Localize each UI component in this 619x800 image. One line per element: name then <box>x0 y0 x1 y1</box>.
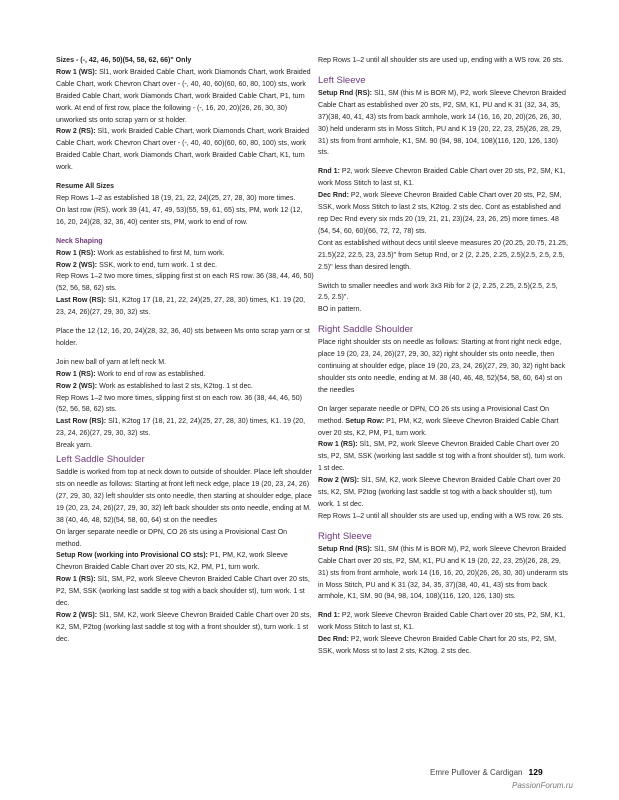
ls-switch: Switch to smaller needles and work 3x3 Rib for 2 (2, 2.25, 2.25, 2.5)(2.5, 2.5, 2.5, 2.5)". <box>318 282 558 302</box>
join-row2: Row 2 (WS): Work as established to last 2 sts, K2tog. 1 st dec. <box>56 382 253 390</box>
page-number: 129 <box>528 767 543 777</box>
neck-last-row: Last Row (RS): Sl1, K2tog 17 (18, 21, 22, 24)(25, 27, 28, 30) times, K1. 19 (20, 23, 24, 26)(27, 29, 30, 32) sts. <box>56 297 306 317</box>
row2-instruction: Row 2 (RS): Sl1, work Braided Cable Chart, work Diamonds Chart, work Braided Cable Chart, work Chevron Chart over - (-, 40, 40, 60)(60, 60, 80, 100) sts, work Braided Cable Chart, work Diamonds Chart, work Braided Cable Chart, K1, turn work. <box>56 128 309 172</box>
left-sleeve-heading: Left Sleeve <box>318 74 366 86</box>
page-footer <box>430 767 543 777</box>
sizes-heading: Sizes - (-, 42, 46, 50)(54, 58, 62, 66)" Only <box>56 57 192 64</box>
join-last-row: Last Row (RS): Sl1, K2tog 17 (18, 21, 22, 24)(25, 27, 28, 30) times, K1. 19 (20, 23, 24, 26)(27, 29, 30, 32) sts. <box>56 418 306 438</box>
rs-dec-rnd: Dec Rnd: P2, work Sleeve Chevron Braided Cable Chart for 20 sts, P2, SM, SSK, work Moss st to last 2 sts, K2tog. 2 sts dec. <box>318 636 557 656</box>
join-yarn: Join new ball of yarn at left neck M. <box>56 358 167 366</box>
join-row1: Row 1 (RS): Work to end of row as established. <box>56 370 206 378</box>
break-yarn: Break yarn. <box>56 442 93 450</box>
rss-row2: Row 2 (WS): Sl1, SM, K2, work Sleeve Chevron Braided Cable Chart over 20 sts, K2, SM, P2tog (working last saddle st tog with a back shoulder st), turn work. 1 st dec. <box>318 477 561 508</box>
right-saddle-shoulder-heading: Right Saddle Shoulder <box>318 324 414 336</box>
rss-row1: Row 1 (RS): Sl1, SM, P2, work Sleeve Chevron Braided Cable Chart over 20 sts, P2, SM, SSK (working last saddle st tog with a front shoulder st), turn work. 1 st dec. <box>318 441 566 473</box>
rss-setup: On larger separate needle or DPN, CO 26 sts using a Provisional Cast On method. Setup Row: P1, PM, K2, work Sleeve Chevron Braided Cable Chart over 20 sts, K2, PM, P1, turn work. <box>318 405 559 437</box>
neck-row2: Row 2 (WS): SSK, work to end, turn work. 1 st dec. <box>56 261 217 269</box>
rs-setup-rnd: Setup Rnd (RS): Sl1, SM (this M is BOR M), P2, work Sleeve Chevron Braided Cable Chart over 20 sts, P2, SM, K1, PU and K 19 (20, 22, 23, 25)(26, 28, 29, 31) sts from front armhole, work 14 (16, 16, 20, 20)(26, 26, 30, 30) underarm sts in Moss Stitch, PU and K 31 (32, 34, 35, 37)(38, 40, 41, 43) sts from back armhole, K1, SM. 90 (94, 98, 104, 108)(116, 120, 126, 130) sts. <box>318 545 568 601</box>
lss-row1: Row 1 (RS): Sl1, SM, P2, work Sleeve Chevron Braided Cable Chart over 20 sts, P2, SM, SSK (working last saddle st tog with a back shoulder st), turn work. 1 st dec. <box>56 576 310 608</box>
lss-setup-row: Setup Row (working into Provisional CO sts): P1, PM, K2, work Sleeve Chevron Braided Cable Chart over 20 sts, K2, PM, P1, turn work. <box>56 552 288 572</box>
right-sleeve-heading: Right Sleeve <box>318 530 372 542</box>
neck-shaping-heading: Neck Shaping <box>56 237 103 245</box>
rep-top: Rep Rows 1–2 until all shoulder sts are used up, ending with a WS row. 26 sts. <box>318 57 564 64</box>
rss-repeat: Rep Rows 1–2 until all shoulder sts are used up, ending with a WS row. 26 sts. <box>318 512 564 520</box>
ls-rnd1: Rnd 1: P2, work Sleeve Chevron Braided Cable Chart over 20 sts, P2, SM, K1, work Moss Stitch to last st, K1. <box>318 168 566 188</box>
resume-text-1: Rep Rows 1–2 as established 18 (19, 21, 22, 24)(25, 27, 28, 30) more times. <box>56 194 296 202</box>
join-repeat: Rep Rows 1–2 two more times, slipping first st on each row. 36 (38, 44, 46, 50)(52, 56, 58, 62) sts. <box>56 394 302 414</box>
place-center-sts: Place the 12 (12, 16, 20, 24)(28, 32, 36, 40) sts between Ms onto scrap yarn or st holder. <box>56 328 310 347</box>
resume-heading: Resume All Sizes <box>56 183 115 191</box>
left-column <box>56 55 314 646</box>
row1-instruction: Row 1 (WS): Sl1, work Braided Cable Chart, work Diamonds Chart, work Braided Cable Chart, work Chevron Chart over - (-, 40, 40, 60)(60, 60, 80, 100) sts, work Braided Cable Chart, work Diamonds Chart, work Braided Cable Chart, P1, turn work. At end of first row, place the following - (-, 16, 20, 20)(26, 26, 30, 30) unworked sts onto scrap yarn or st holder. <box>56 68 311 124</box>
lss-row2: Row 2 (WS): Sl1, SM, K2, work Sleeve Chevron Braided Cable Chart over 20 sts, K2, SM, P2tog (working last saddle st tog with a front shoulder st), turn work. 1 st dec. <box>56 611 312 643</box>
lss-text-2: On larger separate needle or DPN, CO 26 sts using a Provisional Cast On method. <box>56 528 288 548</box>
footer-title: Emre Pullover & Cardigan <box>430 768 523 777</box>
right-column <box>318 55 568 658</box>
ls-cont: Cont as established without decs until sleeve measures 20 (20.25, 20.75, 21.25, 21.5)(22, 22.5, 23, 23.5)" from Setup Rnd, or 2 (2, 2.25, 2.25, 2.5)(2.5, 2.5, 2.5, 2.5)" less than desired length. <box>318 239 568 271</box>
watermark: PassionForum.ru <box>512 781 573 790</box>
ls-bo: BO in pattern. <box>318 306 362 314</box>
resume-text-2: On last row (RS), work 39 (41, 47, 49, 53)(55, 59, 61, 65) sts, PM, work 12 (12, 16, 20, 24)(28, 32, 36, 40) center sts, PM, work to end of row. <box>56 206 303 226</box>
lss-text-1: Saddle is worked from top at neck down to outside of shoulder. Place left shoulder sts on needle as follows: Starting at front left neck edge, place 19 (20, 23, 24, 26)(27, 29, 30, 32) left shoulder sts onto needle, then starting at shoulder edge, place 19 (20, 23, 24, 26)(27, 29, 30, 32) left back shoulder sts onto needle, ending at M. 38 (40, 46, 48, 52)(54, 58, 60, 64) st on the needles <box>56 469 312 524</box>
ls-dec-rnd: Dec Rnd: P2, work Sleeve Chevron Braided Cable Chart over 20 sts, P2, SM, SSK, work Moss Stitch to last 2 sts, K2tog. 2 sts dec. Cont as established and rep Dec Rnd every six rnds 20 (19, 21, 21, 23)(24, 23, 26, 25) more times. 48 (54, 54, 60, 60)(66, 72, 72, 78) sts. <box>318 192 562 235</box>
neck-row1: Row 1 (RS): Work as established to first M, turn work. <box>56 249 225 257</box>
left-saddle-shoulder-heading: Left Saddle Shoulder <box>56 454 145 466</box>
ls-setup-rnd: Setup Rnd (RS): Sl1, SM (this M is BOR M), P2, work Sleeve Chevron Braided Cable Chart as established over 20 sts, P2, SM, K1, PU and K 31 (32, 34, 35, 37)(38, 40, 41, 43) sts from back armhole, work 14 (16, 16, 20, 20)(26, 26, 30, 30) held underarm sts in Moss Stitch, PU and K 19 (20, 22, 23, 25)(26, 28, 29, 31) sts from front armhole, K1, SM. 90 (94, 98, 104, 108)(116, 120, 126, 130) sts. <box>318 89 566 157</box>
rs-rnd1: Rnd 1: P2, work Sleeve Chevron Braided Cable Chart over 20 sts, P2, SM, K1, work Moss Stitch to last st, K1. <box>318 612 566 632</box>
neck-repeat: Rep Rows 1–2 two more times, slipping first st on each RS row. 36 (38, 44, 46, 50)(52, 56, 58, 62) sts. <box>56 273 314 293</box>
rss-text-1: Place right shoulder sts on needle as follows: Starting at front right neck edge, place 19 (20, 23, 24, 26)(27, 29, 30, 32) right shoulder sts onto needle, then continuing at shoulder edge, place 19 (20, 23, 24, 26)(27, 29, 30, 32) right back shoulder sts onto needle, ending at M. 38 (40, 46, 48, 52)(54, 58, 60, 64) st on the needles <box>318 339 566 394</box>
